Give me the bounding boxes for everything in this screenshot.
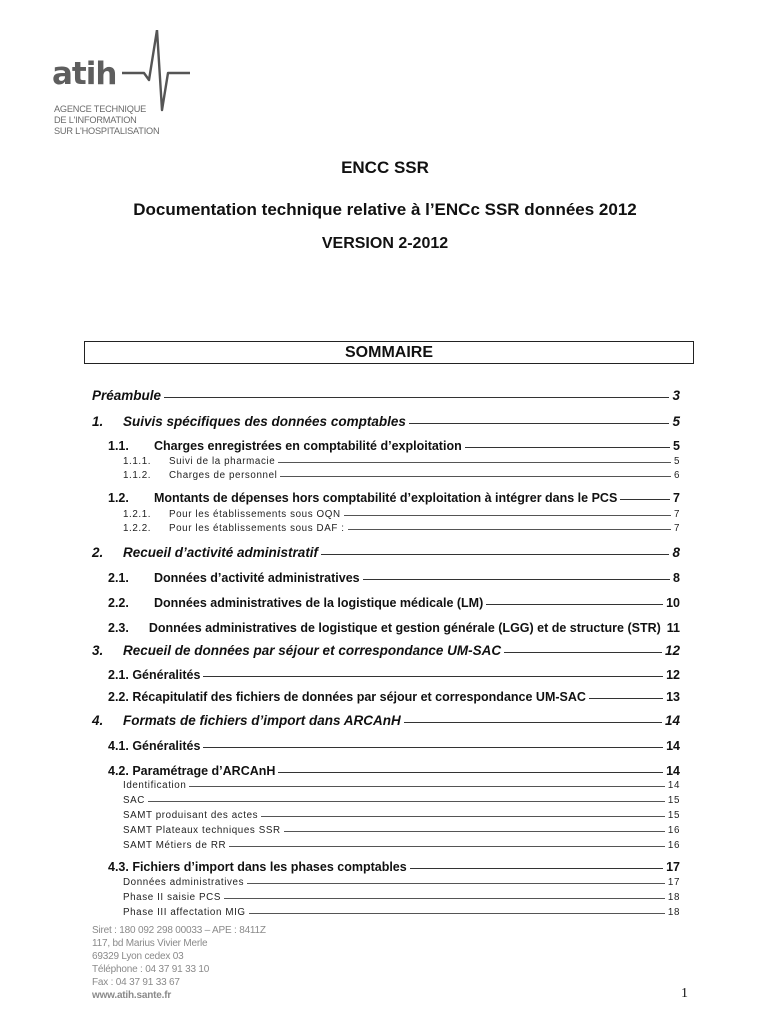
- toc-entry[interactable]: [108, 668, 680, 682]
- toc-entry[interactable]: [92, 643, 680, 658]
- toc-entry-label: SAMT produisant des actes: [123, 810, 259, 821]
- toc-entry-number: 1.2.: [108, 491, 129, 505]
- toc-entry-label: Phase III affectation MIG: [123, 907, 246, 918]
- toc-entry-label: Préambule: [92, 388, 162, 403]
- toc-entry[interactable]: [123, 470, 680, 481]
- toc-entry-label: Données administratives: [123, 877, 245, 888]
- toc-leader-line: [465, 447, 670, 448]
- footer-website-link[interactable]: www.atih.sante.fr: [92, 990, 172, 1001]
- toc-leader-line: [203, 747, 663, 748]
- toc-leader-line: [249, 913, 665, 914]
- logo-line-1: AGENCE TECHNIQUE: [54, 104, 147, 114]
- toc-entry-label: 4.1. Généralités: [108, 739, 201, 753]
- toc-entry-label: Données administratives de logistique et gestion générale (LGG) et de structure (STR): [148, 621, 661, 635]
- toc-entry-number: 1.2.1.: [123, 509, 152, 520]
- toc-entry-number: 1.2.2.: [123, 523, 152, 534]
- logo-line-2: DE L'INFORMATION: [54, 115, 137, 125]
- document-version: VERSION 2-2012: [321, 235, 449, 252]
- toc-entry-page: 14: [666, 764, 680, 778]
- toc-entry-number: 3.: [92, 643, 104, 658]
- toc-entry[interactable]: [123, 877, 680, 888]
- toc-entry-number: 1.1.: [108, 439, 129, 453]
- toc-leader-line: [278, 462, 671, 463]
- toc-entry[interactable]: [123, 523, 680, 534]
- footer-phone: Téléphone : 04 37 91 33 10: [92, 964, 210, 975]
- toc-entry[interactable]: [108, 621, 680, 635]
- toc-leader-line: [589, 698, 663, 699]
- toc-leader-line: [321, 554, 669, 555]
- toc-entry-label: 4.3. Fichiers d’import dans les phases comptables: [108, 860, 407, 874]
- toc-entry-page: 8: [673, 571, 680, 585]
- toc-entry[interactable]: [123, 456, 680, 467]
- toc-entry-page: 15: [667, 810, 680, 821]
- toc-entry[interactable]: [123, 795, 680, 806]
- toc-entry-label: Montants de dépenses hors comptabilité d’exploitation à intégrer dans le PCS: [154, 491, 618, 505]
- document-subtitle: Documentation technique relative à l’ENCc SSR données 2012: [133, 200, 637, 219]
- toc-entry-label: SAC: [123, 795, 145, 806]
- toc-entry[interactable]: [123, 509, 680, 520]
- toc-entry[interactable]: [108, 596, 680, 610]
- toc-entry-page: 5: [673, 456, 680, 467]
- toc-leader-line: [404, 722, 662, 723]
- toc-entry-page: 5: [672, 414, 680, 429]
- toc-entry[interactable]: [123, 907, 680, 918]
- toc-entry-label: SAMT Plateaux techniques SSR: [123, 825, 281, 836]
- footer-siret: Siret : 180 092 298 00033 – APE : 8411Z: [92, 925, 266, 936]
- toc-entry-page: 7: [673, 509, 680, 520]
- toc-entry[interactable]: [92, 414, 680, 429]
- toc-entry-label: Données administratives de la logistique médicale (LM): [154, 596, 484, 610]
- toc-entry-number: 1.1.1.: [123, 456, 152, 467]
- toc-entry-label: Phase II saisie PCS: [123, 892, 221, 903]
- toc-entry-label: Suivi de la pharmacie: [169, 456, 276, 467]
- toc-leader-line: [148, 801, 665, 802]
- footer-address: 117, bd Marius Vivier Merle: [92, 938, 208, 949]
- toc-entry-number: 1.: [92, 414, 104, 429]
- toc-entry-label: Identification: [123, 780, 187, 791]
- toc-entry[interactable]: [123, 825, 680, 836]
- toc-entry-label: 2.2. Récapitulatif des fichiers de données par séjour et correspondance UM-SAC: [108, 690, 586, 704]
- toc-entry-number: 2.1.: [108, 571, 129, 585]
- toc-leader-line: [224, 898, 665, 899]
- toc-leader-line: [348, 529, 671, 530]
- toc-entry-number: 2.2.: [108, 596, 129, 610]
- toc-entry-label: Formats de fichiers d’import dans ARCAnH: [123, 713, 401, 728]
- toc-entry-label: 4.2. Paramétrage d’ARCAnH: [108, 764, 276, 778]
- toc-entry-label: Charges de personnel: [169, 470, 278, 481]
- page-number: 1: [681, 986, 688, 1001]
- toc-entry[interactable]: [108, 439, 680, 453]
- toc-entry[interactable]: [108, 764, 680, 778]
- toc-leader-line: [278, 772, 663, 773]
- toc-entry[interactable]: [108, 860, 680, 874]
- toc-entry[interactable]: [108, 690, 680, 704]
- toc-entry[interactable]: [92, 388, 680, 403]
- toc-heading: SOMMAIRE: [345, 344, 433, 361]
- toc-entry[interactable]: [108, 491, 680, 505]
- toc-leader-line: [280, 476, 671, 477]
- toc-entry-page: 17: [666, 860, 680, 874]
- toc-entry-label: Pour les établissements sous OQN: [169, 509, 341, 520]
- toc-heading-box: [84, 341, 694, 364]
- toc-leader-line: [229, 846, 665, 847]
- toc-entry-page: 6: [673, 470, 680, 481]
- toc-entry-page: 18: [667, 907, 680, 918]
- toc-leader-line: [189, 786, 664, 787]
- toc-entry-page: 16: [667, 825, 680, 836]
- toc-entry[interactable]: [123, 892, 680, 903]
- toc-entry-page: 13: [666, 690, 680, 704]
- toc-entry-page: 11: [666, 621, 680, 635]
- document-title: ENCC SSR: [341, 158, 429, 177]
- toc-entry-page: 5: [673, 439, 680, 453]
- toc-entry-page: 12: [666, 668, 680, 682]
- toc-leader-line: [203, 676, 663, 677]
- toc-entry-label: SAMT Métiers de RR: [123, 840, 227, 851]
- footer-city: 69329 Lyon cedex 03: [92, 951, 184, 962]
- toc-entry-page: 8: [672, 545, 680, 560]
- toc-entry[interactable]: [123, 840, 680, 851]
- toc-entry[interactable]: [108, 571, 680, 585]
- toc-entry-label: Pour les établissements sous DAF :: [169, 523, 345, 534]
- toc-leader-line: [284, 831, 665, 832]
- toc-entry-label: Recueil d’activité administratif: [123, 545, 319, 560]
- toc-entry-number: 2.: [92, 545, 104, 560]
- toc-entry-page: 17: [667, 877, 680, 888]
- toc-entry-label: Suivis spécifiques des données comptables: [123, 414, 406, 429]
- footer-fax: Fax : 04 37 91 33 67: [92, 977, 180, 988]
- toc-entry[interactable]: [123, 810, 680, 821]
- toc-leader-line: [164, 397, 669, 398]
- toc-leader-line: [409, 423, 670, 424]
- toc-entry[interactable]: [108, 739, 680, 753]
- toc-entry-number: 2.3.: [108, 621, 129, 635]
- toc-entry-page: 3: [672, 388, 680, 403]
- toc-entry-page: 15: [667, 795, 680, 806]
- toc-entry-page: 14: [667, 780, 680, 791]
- toc-leader-line: [504, 652, 662, 653]
- toc-entry-page: 18: [667, 892, 680, 903]
- toc-entry-label: 2.1. Généralités: [108, 668, 201, 682]
- toc-entry-page: 16: [667, 840, 680, 851]
- toc-entry-label: Charges enregistrées en comptabilité d’exploitation: [154, 439, 462, 453]
- toc-leader-line: [486, 604, 663, 605]
- toc-leader-line: [363, 579, 670, 580]
- logo-line-3: SUR L'HOSPITALISATION: [54, 126, 160, 136]
- toc-entry-page: 14: [664, 713, 680, 728]
- toc-entry-page: 10: [666, 596, 680, 610]
- toc-entry-label: Données d’activité administratives: [154, 571, 360, 585]
- toc-entry[interactable]: [92, 713, 680, 728]
- toc-leader-line: [620, 499, 670, 500]
- toc-leader-line: [247, 883, 665, 884]
- toc-entry[interactable]: [123, 780, 680, 791]
- toc-leader-line: [410, 868, 663, 869]
- toc-entry-page: 7: [673, 491, 680, 505]
- toc-leader-line: [344, 515, 671, 516]
- toc-entry-page: 14: [666, 739, 680, 753]
- toc-entry-page: 12: [664, 643, 680, 658]
- toc-entry-label: Recueil de données par séjour et correspondance UM-SAC: [123, 643, 502, 658]
- toc-entry-number: 1.1.2.: [123, 470, 152, 481]
- logo-wordmark: atih: [52, 56, 117, 92]
- toc-entry-number: 4.: [92, 713, 104, 728]
- toc-entry-page: 7: [673, 523, 680, 534]
- toc-entry[interactable]: [92, 545, 680, 560]
- toc-leader-line: [261, 816, 665, 817]
